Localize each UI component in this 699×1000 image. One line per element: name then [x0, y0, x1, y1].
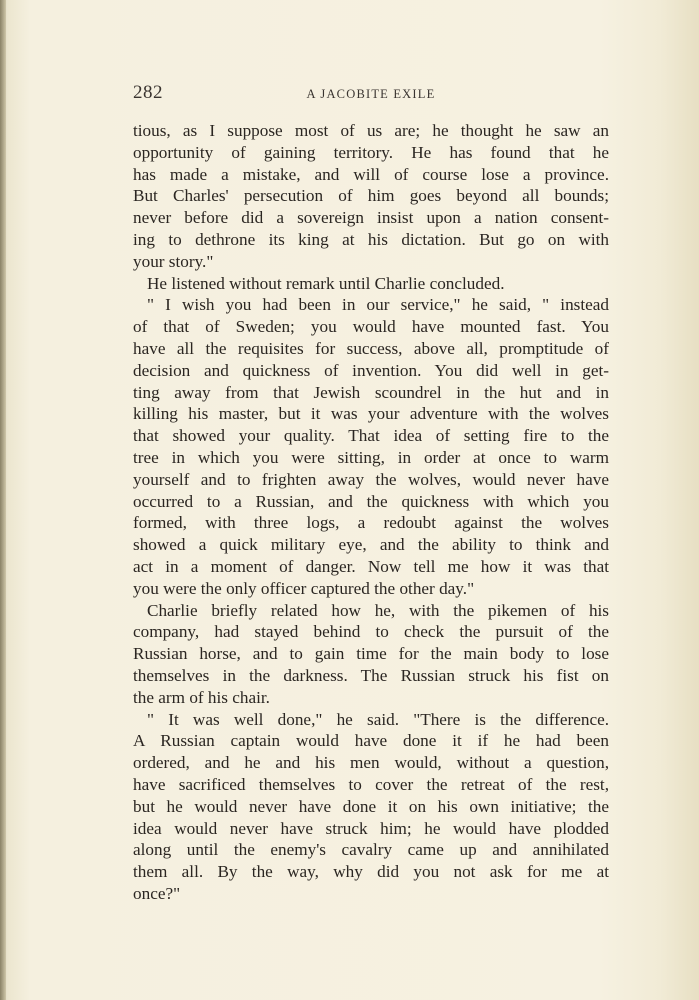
text-line: along until the enemy's cavalry came up and annihilated [133, 840, 609, 860]
text-line: act in a moment of danger. Now tell me how it was that [133, 556, 609, 576]
text-line: you were the only officer captured the other day." [133, 578, 475, 598]
text-line: tree in which you were sitting, in order at once to warm [133, 447, 609, 467]
text-line: showed a quick military eye, and the ability to think and [133, 535, 609, 555]
text-line: idea would never have struck him; he would have plodded [133, 818, 609, 838]
text-line: company, had stayed behind to check the pursuit of the [133, 622, 609, 642]
text-line: yourself and to frighten away the wolves, would never have [133, 469, 609, 489]
page-header [133, 82, 609, 106]
text-line: once?" [133, 883, 181, 903]
text-line: never before did a sovereign insist upon a nation consent- [133, 208, 609, 228]
text-line: opportunity of gaining territory. He has found that he [133, 142, 609, 162]
text-line: that showed your quality. That idea of setting fire to the [133, 426, 609, 446]
text-line: has made a mistake, and will of course lose a province. [133, 164, 609, 184]
text-line: have sacrificed themselves to cover the retreat of the rest, [133, 774, 609, 794]
text-line: tious, as I suppose most of us are; he thought he saw an [133, 121, 609, 140]
text-line: decision and quickness of invention. You did well in get- [133, 360, 609, 380]
text-line: " I wish you had been in our service," he said, " instead [147, 295, 609, 315]
text-line: But Charles' persecution of him goes beyond all bounds; [133, 186, 609, 206]
body-text [133, 120, 609, 905]
text-line: of that of Sweden; you would have mounted fast. You [133, 317, 609, 337]
text-line: your story." [133, 251, 214, 271]
text-line: themselves in the darkness. The Russian struck his fist on [133, 665, 609, 685]
text-line: have all the requisites for success, above all, promptitude of [133, 338, 609, 358]
text-line: formed, with three logs, a redoubt against the wolves [133, 513, 609, 533]
text-line: " It was well done," he said. "There is the difference. [147, 709, 609, 729]
page-binding-edge [0, 0, 6, 1000]
text-line: them all. By the way, why did you not ask for me at [133, 862, 609, 882]
text-line: A Russian captain would have done it if he had been [133, 731, 609, 751]
text-line: ing to dethrone its king at his dictation. But go on with [133, 229, 609, 249]
text-line: killing his master, but it was your adventure with the wolves [133, 404, 609, 424]
text-line: He listened without remark until Charlie concluded. [147, 273, 505, 293]
text-line: ting away from that Jewish scoundrel in the hut and in [133, 382, 609, 402]
text-line: Charlie briefly related how he, with the pikemen of his [147, 600, 609, 620]
running-head: A JACOBITE EXILE [306, 87, 436, 101]
text-line: Russian horse, and to gain time for the main body to lose [133, 644, 609, 664]
page-number: 282 [133, 82, 163, 103]
text-line: ordered, and he and his men would, without a question, [133, 753, 609, 773]
text-line: but he would never have done it on his own initiative; the [133, 796, 609, 816]
text-line: the arm of his chair. [133, 687, 270, 707]
text-line: occurred to a Russian, and the quickness with which you [133, 491, 609, 511]
